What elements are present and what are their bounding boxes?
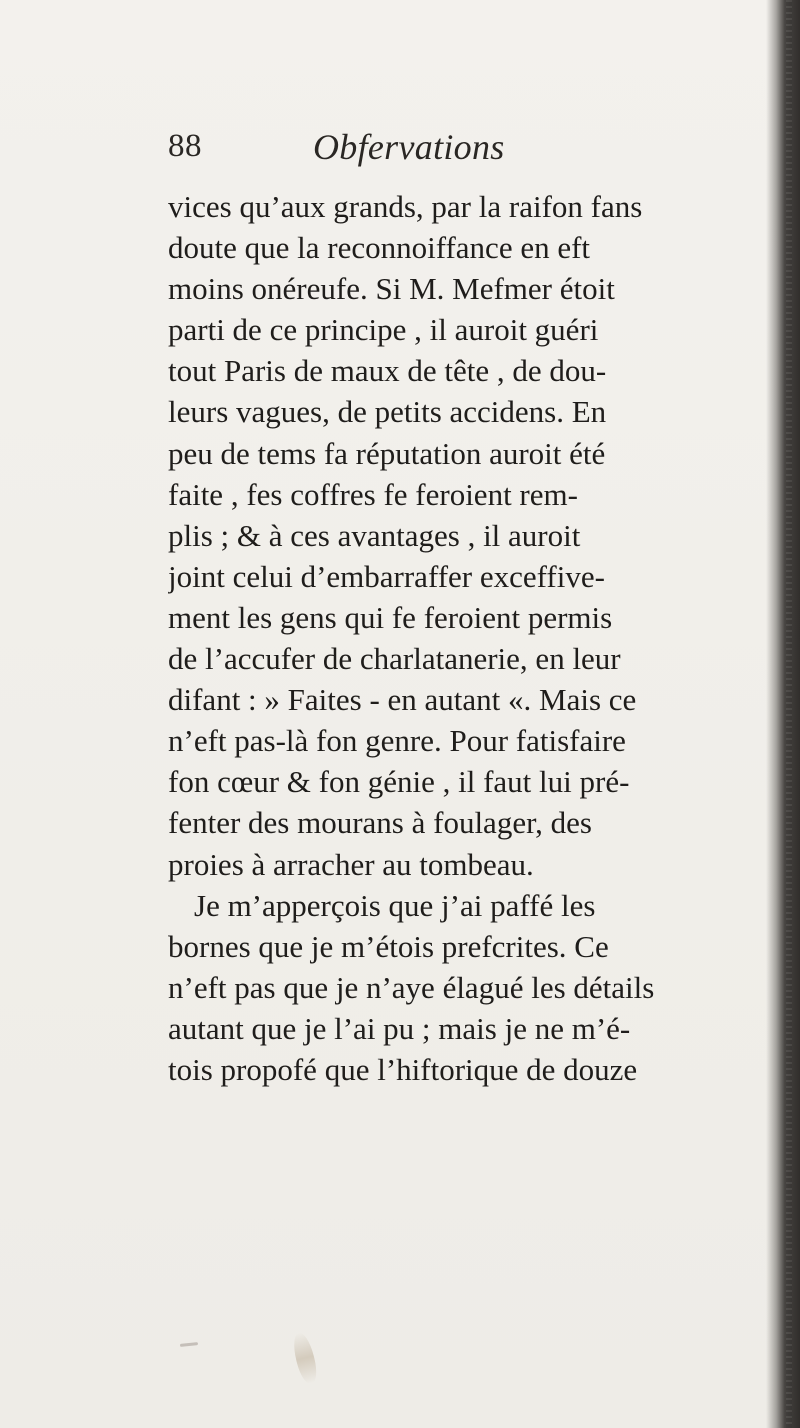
text-line: faite , fes coffres fe feroient rem-	[168, 476, 578, 512]
text-line: de l’accufer de charlatanerie, en leur	[168, 641, 621, 677]
paper-stain	[290, 1331, 320, 1386]
text-line: leurs vagues, de petits accidens. En	[168, 394, 607, 430]
text-line: plis ; & à ces avantages , il auroit	[168, 517, 581, 553]
text-line: bornes que je m’étois prefcrites. Ce	[168, 928, 609, 964]
page-header	[168, 128, 728, 172]
text-line: fenter des mourans à foulager, des	[168, 805, 592, 841]
text-line: vices qu’aux grands, par la raifon fans	[168, 189, 643, 224]
body-text	[168, 186, 728, 1090]
page-gutter-shadow	[766, 0, 800, 1428]
text-line: ment les gens qui fe feroient permis	[168, 599, 613, 635]
text-line: fon cœur & fon génie , il faut lui pré-	[168, 764, 630, 800]
text-line: n’eft pas que je n’aye élagué les détails	[168, 969, 655, 1005]
running-title: Obfervations	[313, 127, 505, 167]
text-line: doute que la reconnoiffance en eft	[168, 230, 591, 266]
text-line: autant que je l’ai pu ; mais je ne m’é-	[168, 1010, 631, 1046]
page-number: 88	[168, 128, 202, 164]
text-line: n’eft pas-là fon genre. Pour fatisfaire	[168, 723, 626, 759]
text-line: proies à arracher au tombeau.	[168, 846, 534, 882]
text-line: difant : » Faites - en autant «. Mais ce	[168, 682, 637, 718]
text-line: tout Paris de maux de tête , de dou-	[168, 353, 607, 389]
text-line: parti de ce principe , il auroit guéri	[168, 312, 599, 348]
text-line: tois propofé que l’hiftorique de douze	[168, 1051, 638, 1087]
text-line: peu de tems fa réputation auroit été	[168, 435, 606, 471]
text-line: joint celui d’embarraffer exceffive-	[168, 558, 605, 594]
ink-smudge	[180, 1342, 198, 1347]
text-line: Je m’apperçois que j’ai paffé les	[194, 887, 596, 923]
text-line: moins onéreufe. Si M. Mefmer étoit	[168, 271, 615, 307]
